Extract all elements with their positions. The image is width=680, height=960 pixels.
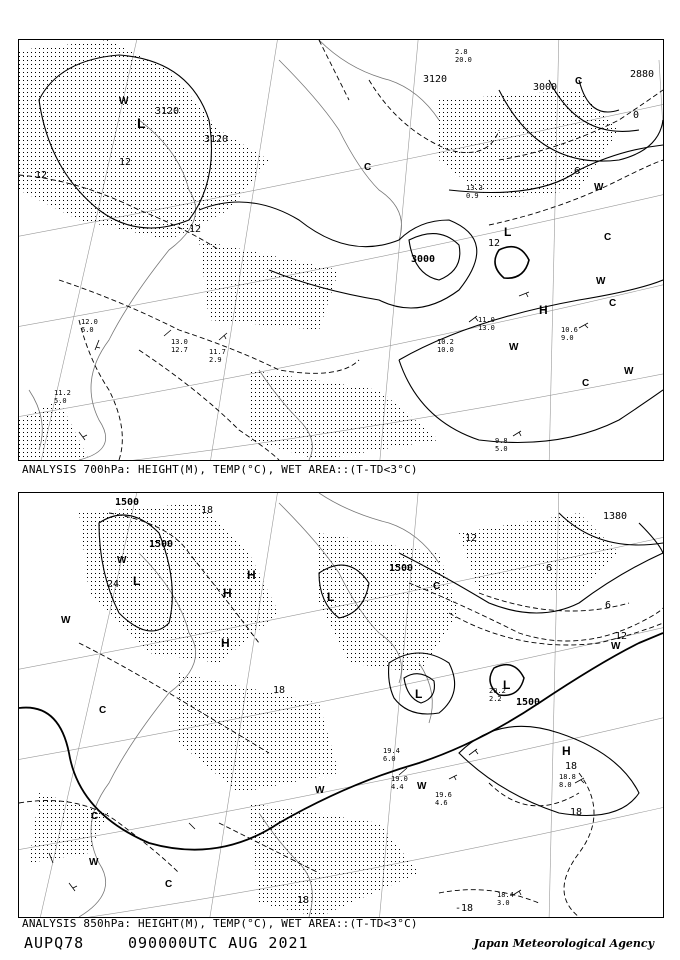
- isotherm-label: 12: [119, 157, 132, 168]
- high-pressure-symbol: H: [223, 586, 232, 600]
- station-value: 11.2 5.0: [54, 389, 71, 405]
- height-label: 1500: [149, 539, 174, 550]
- map-panel-850hpa: [18, 492, 664, 918]
- warm-symbol: W: [117, 555, 127, 566]
- height-label: 1500: [516, 697, 541, 708]
- station-value: 13.3 0.9: [466, 184, 483, 200]
- height-label: 2880: [630, 69, 655, 80]
- caption-850hpa: ANALYSIS 850hPa: HEIGHT(M), TEMP(°C), WET AREA::(T-TD<3°C): [22, 917, 418, 930]
- station-value: 13.0 12.7: [171, 338, 188, 354]
- isotherm-label: 18: [201, 505, 214, 516]
- isotherm-label: 18: [273, 685, 286, 696]
- isotherm-label: 0: [633, 110, 640, 121]
- station-value: 18.4 3.0: [497, 891, 514, 907]
- warm-symbol: W: [119, 96, 129, 107]
- map-700hpa-svg: [19, 40, 663, 460]
- warm-symbol: W: [596, 276, 606, 287]
- warm-symbol: W: [624, 366, 634, 377]
- map-850hpa-svg: [19, 493, 663, 917]
- station-value: 10.2 10.0: [437, 338, 454, 354]
- cold-symbol: C: [364, 162, 372, 173]
- station-value: 18.8 8.0: [559, 773, 576, 789]
- cold-symbol: C: [165, 879, 173, 890]
- low-pressure-symbol: L: [503, 678, 511, 692]
- low-pressure-symbol: L: [327, 590, 335, 604]
- cold-symbol: C: [91, 811, 99, 822]
- cold-symbol: C: [99, 705, 107, 716]
- station-value: 12.0 6.0: [81, 318, 98, 334]
- isotherm-label: -18: [455, 903, 474, 914]
- station-value: 9.8 5.0: [495, 437, 508, 453]
- low-pressure-symbol: L: [415, 687, 423, 701]
- caption-700hpa: ANALYSIS 700hPa: HEIGHT(M), TEMP(°C), WET AREA::(T-TD<3°C): [22, 463, 418, 476]
- cold-symbol: C: [604, 232, 612, 243]
- isotherm-label: 6: [574, 166, 581, 177]
- station-value: 11.7 2.9: [209, 348, 226, 364]
- warm-symbol: W: [611, 641, 621, 652]
- chart-code: AUPQ78: [24, 934, 85, 952]
- height-label: 3000: [533, 82, 558, 93]
- station-value: 19.6 4.6: [435, 791, 452, 807]
- isotherm-label: 12: [35, 170, 48, 181]
- isotherm-label: 12: [615, 631, 628, 642]
- station-value: 11.0 13.0: [478, 316, 495, 332]
- station-value: 20.2 2.2: [489, 687, 506, 703]
- isotherm-label: 12: [488, 238, 501, 249]
- warm-symbol: W: [315, 785, 325, 796]
- cold-symbol: C: [575, 76, 583, 87]
- low-pressure-symbol: L: [133, 574, 141, 588]
- low-pressure-symbol: L: [504, 225, 512, 239]
- agency-name: Japan Meteorological Agency: [473, 937, 654, 950]
- high-pressure-symbol: H: [562, 744, 571, 758]
- station-value: 19.4 6.0: [383, 747, 400, 763]
- high-pressure-symbol: H: [247, 568, 256, 582]
- high-pressure-symbol: H: [221, 636, 230, 650]
- warm-symbol: W: [594, 182, 604, 193]
- height-label: 1380: [603, 511, 628, 522]
- isotherm-label: 18: [297, 895, 310, 906]
- cold-symbol: C: [433, 581, 441, 592]
- isotherm-label: 12: [189, 224, 202, 235]
- height-label: 3120: [155, 106, 180, 117]
- low-pressure-symbol: L: [137, 115, 146, 131]
- station-value: 19.0 4.4: [391, 775, 408, 791]
- isotherm-label: 12: [465, 533, 478, 544]
- cold-symbol: C: [609, 298, 617, 309]
- station-value: 10.6 9.0: [561, 326, 578, 342]
- cold-symbol: C: [582, 378, 590, 389]
- isotherm-label: 18: [570, 807, 583, 818]
- warm-symbol: W: [417, 781, 427, 792]
- height-label: 3000: [411, 254, 436, 265]
- height-label: 1500: [389, 563, 414, 574]
- high-pressure-symbol: H: [539, 303, 548, 317]
- map-panel-700hpa: [18, 39, 664, 461]
- height-label: 1500: [115, 497, 140, 508]
- isotherm-label: 6: [546, 563, 553, 574]
- warm-symbol: W: [61, 615, 71, 626]
- height-label: 3120: [204, 134, 229, 145]
- station-value: 2.8 20.0: [455, 48, 472, 64]
- isotherm-label: 6: [605, 600, 612, 611]
- isotherm-label: 24: [107, 579, 120, 590]
- height-label: 3120: [423, 74, 448, 85]
- warm-symbol: W: [89, 857, 99, 868]
- warm-symbol: W: [509, 342, 519, 353]
- valid-time: 090000UTC AUG 2021: [128, 934, 309, 952]
- isotherm-label: 18: [565, 761, 578, 772]
